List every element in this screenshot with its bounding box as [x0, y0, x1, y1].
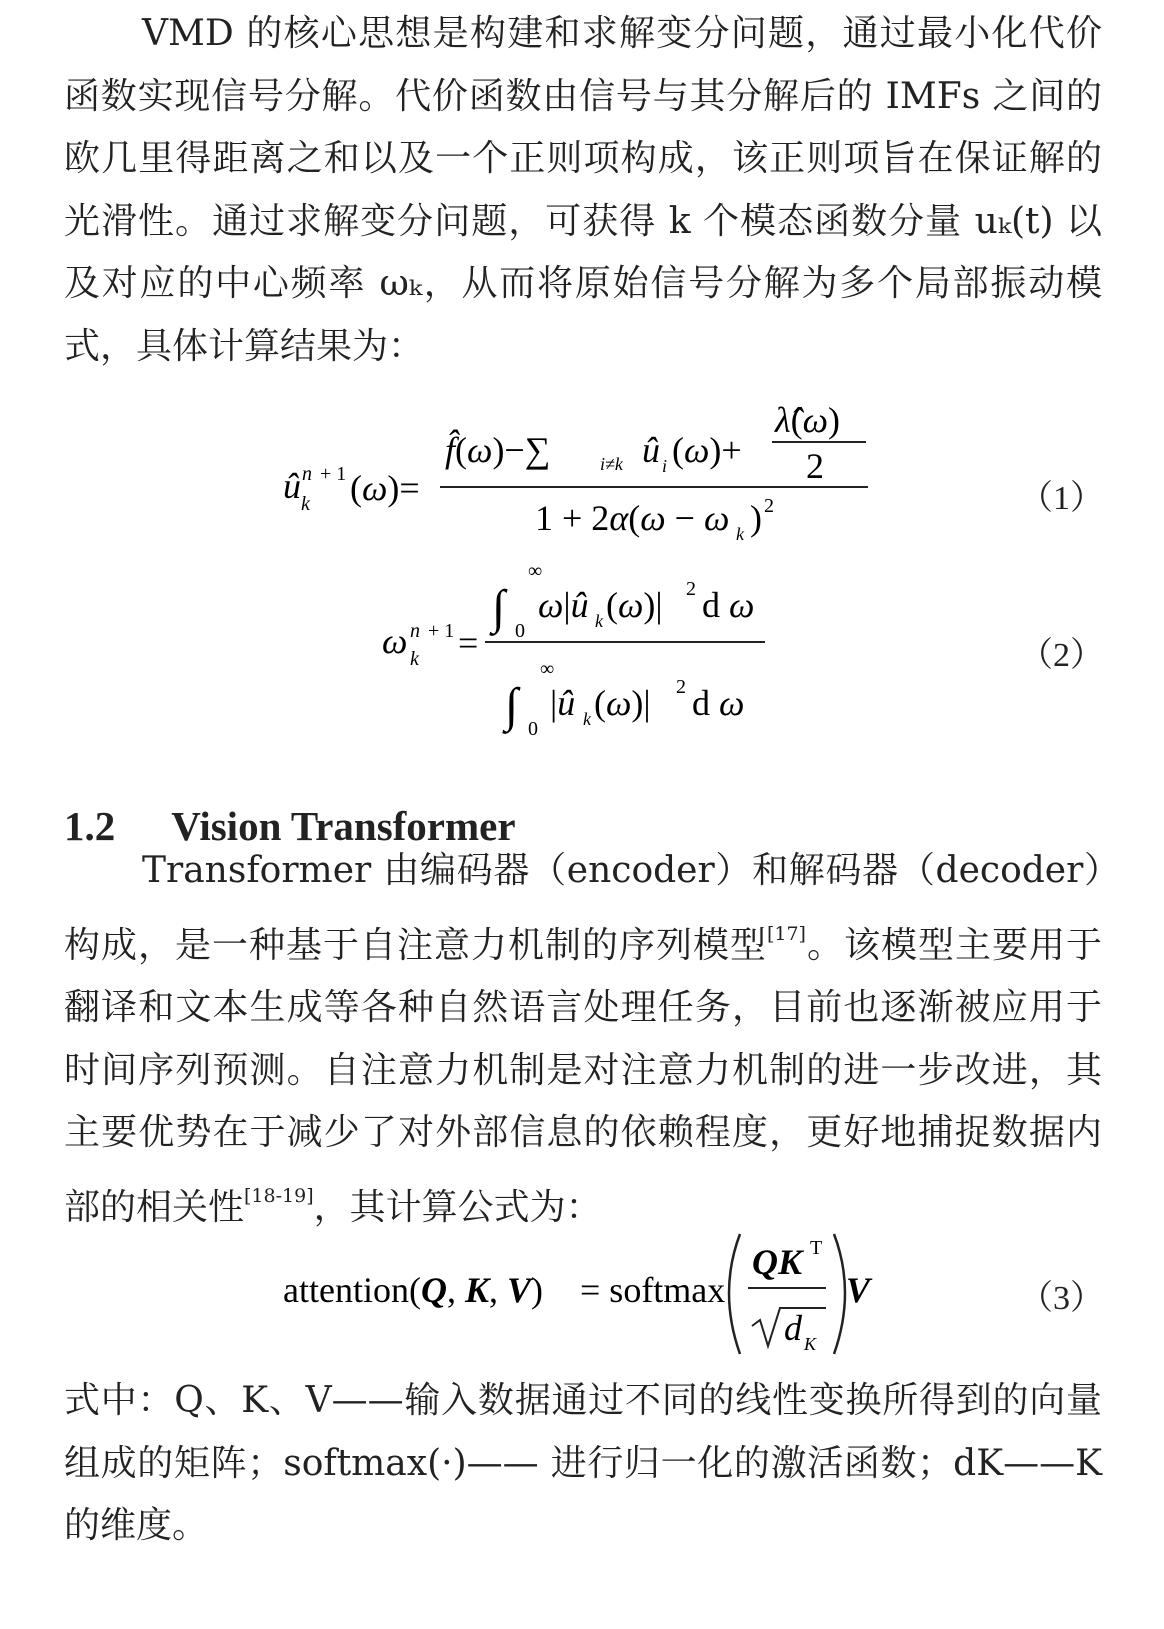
svg-text:∞: ∞: [528, 560, 543, 582]
svg-text:(ω)+: (ω)+: [672, 430, 742, 470]
equation-1-number: （1）: [1019, 480, 1104, 517]
svg-text:ω: ω: [382, 621, 408, 661]
svg-text:∫: ∫: [505, 679, 519, 732]
svg-text:k: k: [595, 611, 603, 631]
equation-2: [0, 555, 1164, 759]
svg-text:QK: QK: [752, 1242, 803, 1282]
svg-text:d: d: [784, 1308, 802, 1348]
svg-text:d ω: d ω: [702, 585, 755, 625]
transformer-text-b: 。该模型主要用于翻译和文本生成等各种自然语言处理任务，目前也逐渐被应用于时间序列预测。自注意力机制是对注意力机制的进一步改进，其主要优势在于减少了对外部信息的依赖程度，更好地捕捉数据内部的相关性: [64, 924, 1102, 1228]
svg-text:(ω)|: (ω)|: [606, 585, 663, 625]
equation-1: [0, 400, 1164, 554]
svg-text:f̂(ω)−∑: f̂(ω)−∑: [445, 430, 551, 470]
svg-text:2: 2: [806, 446, 824, 486]
svg-text:û: û: [283, 466, 301, 506]
svg-text:0: 0: [528, 718, 538, 740]
variable-definitions-paragraph: 式中：Q、K、V——输入数据通过不同的线性变换所得到的向量组成的矩阵；softmax(·)—— 进行归一化的激活函数；dK——K 的维度。: [64, 1380, 1102, 1546]
transformer-text-a: Transformer 由编码器（encoder）和解码器（decoder）构成，是一种基于自注意力机制的序列模型: [64, 850, 1102, 966]
equation-3-number: （3）: [1019, 1280, 1104, 1317]
svg-text:V: V: [846, 1270, 871, 1310]
svg-text:k: k: [583, 709, 591, 729]
svg-text:k: k: [410, 648, 419, 670]
svg-text:i: i: [662, 456, 668, 476]
svg-text:): ): [750, 498, 762, 538]
svg-text:∞: ∞: [540, 658, 555, 680]
svg-text:K: K: [804, 1334, 817, 1354]
citation-17: [17]: [766, 922, 806, 945]
svg-text:(ω)=: (ω)=: [350, 468, 420, 508]
svg-text:T: T: [810, 1237, 823, 1259]
section-number: 1.2: [64, 803, 116, 849]
svg-text:d ω: d ω: [692, 683, 745, 723]
svg-text:1 + 2α(ω − ω: 1 + 2α(ω − ω: [535, 498, 730, 538]
svg-text:i≠k: i≠k: [600, 454, 623, 474]
equation-3: [0, 1222, 1164, 1376]
svg-text:k: k: [301, 493, 310, 515]
equation-2-number: （2）: [1019, 637, 1104, 674]
svg-text:n: n: [410, 620, 420, 642]
svg-text:ω|û: ω|û: [538, 585, 589, 625]
svg-text:attention(Q, K, V): attention(Q, K, V): [283, 1270, 543, 1310]
svg-text:+ 1: + 1: [320, 463, 347, 485]
svg-text:+ 1: + 1: [428, 620, 455, 642]
citation-18-19: [18-19]: [244, 1184, 314, 1207]
svg-text:û: û: [642, 430, 660, 470]
svg-text:|û: |û: [550, 683, 576, 723]
transformer-text-c: ，其计算公式为：: [313, 1186, 602, 1228]
transformer-paragraph: [64, 840, 1102, 1239]
svg-text:= softmax: = softmax: [580, 1270, 726, 1310]
svg-text:∫: ∫: [492, 581, 506, 634]
svg-text:λ̂(ω): λ̂(ω): [775, 400, 841, 440]
svg-text:(ω)|: (ω)|: [594, 683, 651, 723]
svg-text:2: 2: [676, 676, 686, 698]
svg-text:=: =: [458, 623, 479, 663]
svg-text:k: k: [736, 524, 744, 544]
svg-text:0: 0: [515, 620, 525, 642]
svg-text:n: n: [302, 463, 312, 485]
intro-paragraph: VMD 的核心思想是构建和求解变分问题，通过最小化代价函数实现信号分解。代价函数由信号与其分解后的 IMFs 之间的欧几里得距离之和以及一个正则项构成，该正则项旨在保证解的光滑性。通过求解变分问题，可获得 k 个模态函数分量 uₖ(t) 以及对应的中心频率 ωₖ，从而将原始信号分解为多个局部振动模式，具体计算结果为：: [64, 13, 1102, 367]
section-title: Vision Transformer: [171, 803, 516, 849]
svg-text:2: 2: [764, 495, 774, 517]
svg-text:2: 2: [686, 578, 696, 600]
